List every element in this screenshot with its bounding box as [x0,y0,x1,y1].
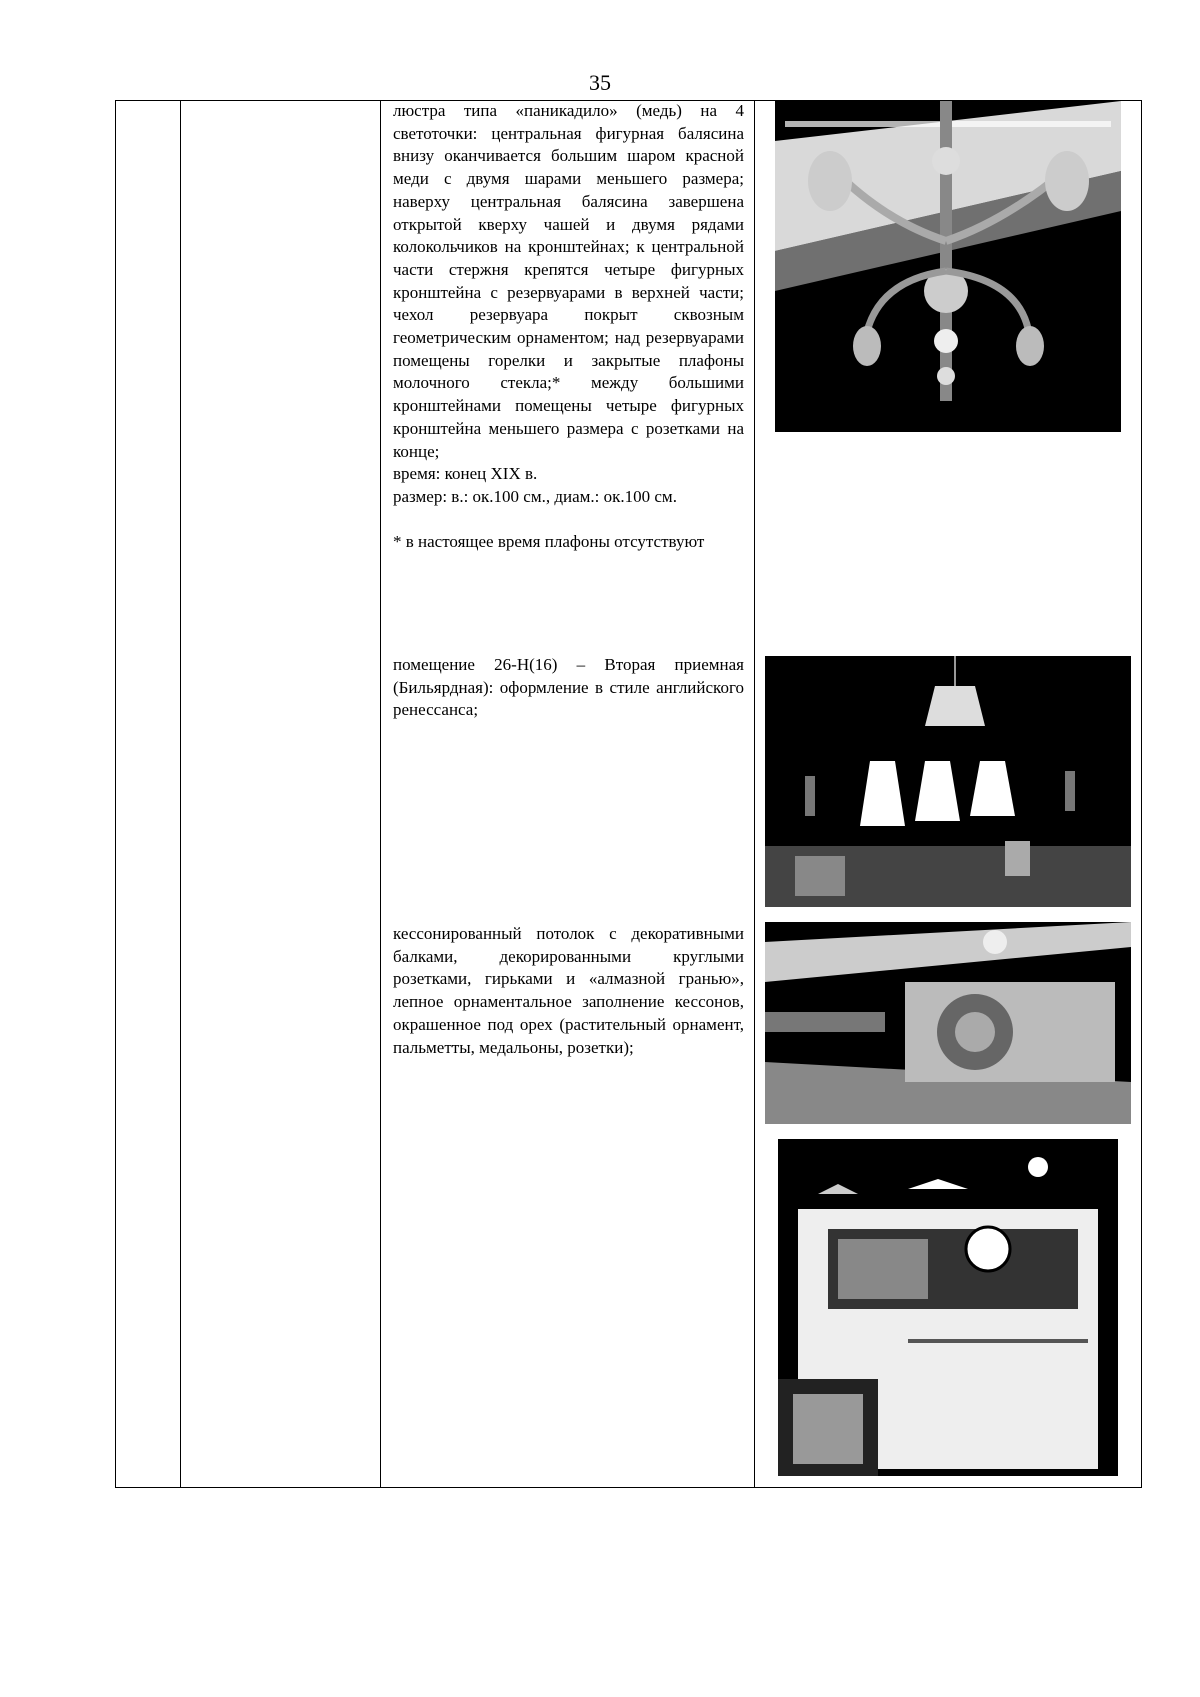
ceiling-description [393,923,744,1059]
chandelier-text: люстра типа «паникадило» (медь) на 4 светоточки: центральная фигурная балясина внизу оканчивается большим шаром красной меди с двумя шарами меньшего размера; наверху центральная балясина завершена открытой кверху чашей и двумя рядами колокольчиков на кронштейнах; к центральной части стержня крепятся четыре фигурных кронштейна с резервуарами в верхней части; чехол резервуара покрыт сквозным геометрическим орнаментом; над резервуарами помещены горелки и закрытые плафоны молочного стекла;* между большими кронштейнами помещены четыре фигурных кронштейна меньшего размера с розетками на конце; [393,101,744,461]
room-description [393,654,744,722]
billiard-room-photo [765,656,1131,907]
chandelier-description [393,100,744,553]
table-divider-2 [380,101,381,1487]
ceiling-detail-photo [778,1139,1118,1476]
chandelier-footnote: * в настоящее время плафоны отсутствуют [393,531,705,551]
table-divider-3 [754,101,755,1487]
table-divider-1 [180,101,181,1487]
coffered-ceiling-photo [765,922,1131,1124]
room-text: помещение 26-Н(16) – Вторая приемная (Бильярдная): оформление в стиле английского ренессанса; [393,655,744,720]
chandelier-time: время: конец XIX в. [393,464,538,484]
chandelier-photo [775,101,1121,432]
chandelier-size: размер: в.: ок.100 см., диам.: ок.100 см. [393,486,677,506]
page-number: 35 [589,70,611,95]
ceiling-text: кессонированный потолок с декоративными балками, декорированными круглыми розетками, гирьками и «алмазной гранью», лепное орнаментальное заполнение кессонов, окрашенное под орех (растительный орнамент, пальметты, медальоны, розетки); [393,924,744,1057]
